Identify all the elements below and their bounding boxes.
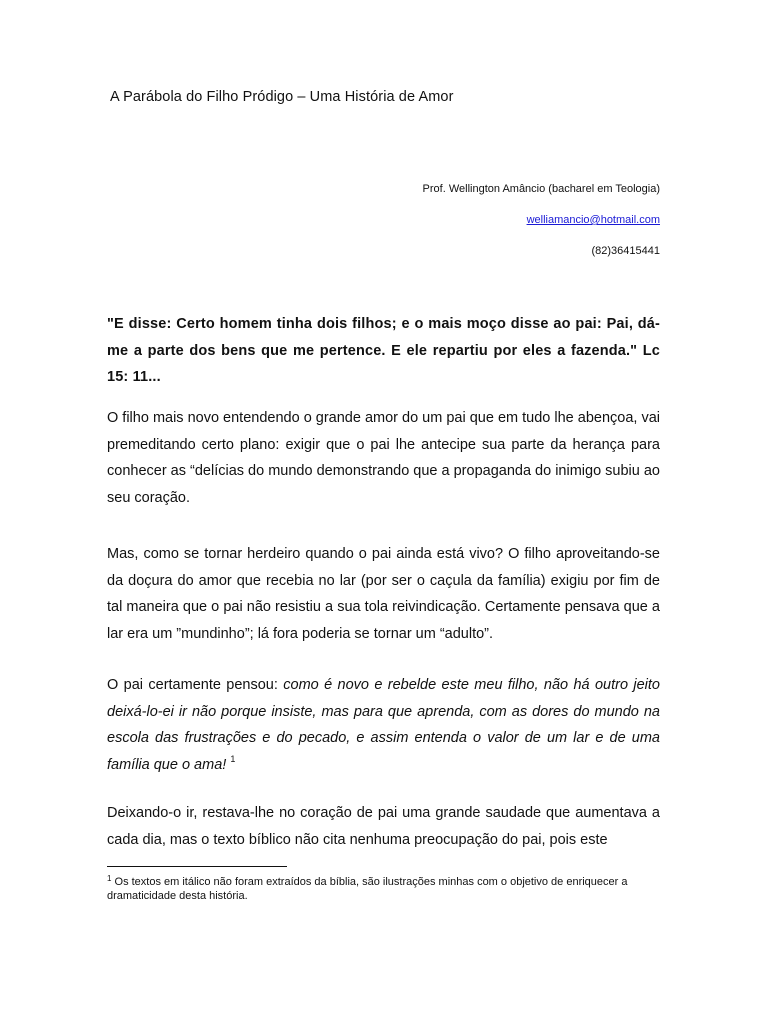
bible-quote: "E disse: Certo homem tinha dois filhos; e o mais moço disse ao pai: Pai, dá-me a parte dos bens que me pertence. E ele repartiu por eles a fazenda." Lc 15: 11...: [107, 316, 660, 386]
footnote-number: 1: [107, 874, 112, 883]
paragraph-4: Deixando-o ir, restava-lhe no coração de pai uma grande saudade que aumentava a cada dia, mas o texto bíblico não cita nenhuma preocupação do pai, pois este: [107, 805, 660, 848]
author-email-link[interactable]: welliamancio@hotmail.com: [526, 214, 660, 226]
paragraph-3: [107, 672, 660, 778]
footnote: [107, 875, 660, 903]
paragraph-1: O filho mais novo entendendo o grande amor do um pai que em tudo lhe abençoa, vai premeditando certo plano: exigir que o pai lhe antecipe sua parte da herança para conhecer as “delícias do mundo demonstrando que a propaganda do inimigo subiu ao seu coração.: [107, 410, 660, 506]
author-phone: (82)36415441: [591, 245, 660, 257]
author-name: Prof. Wellington Amâncio (bacharel em Teologia): [422, 183, 660, 195]
author-block: [423, 182, 660, 275]
author-email-line: [423, 213, 660, 244]
paragraph-2: Mas, como se tornar herdeiro quando o pai ainda está vivo? O filho aproveitando-se da doçura do amor que recebia no lar (por ser o caçula da família) exigiu por fim de tal maneira que o pai não resistiu a sua tola reivindicação. Certamente pensava que a lar era um ”mundinho”; lá fora poderia se tornar um “adulto”.: [107, 546, 660, 642]
paragraph-3-lead: O pai certamente pensou:: [107, 677, 284, 693]
paragraph-3-italic: como é novo e rebelde este meu filho, não há outro jeito deixá-lo-ei ir não porque insiste, mas para que aprenda, com as dores do mundo na escola das frustrações e do pecado, e assim entenda o valor de um lar e de uma família que o ama!: [107, 677, 660, 773]
footnote-text: Os textos em itálico não foram extraídos da bíblia, são ilustrações minhas com o objetivo de enriquecer a dramaticidade desta história.: [107, 876, 628, 902]
footnote-reference[interactable]: 1: [230, 753, 236, 764]
footnote-divider: [107, 866, 287, 867]
document-title: A Parábola do Filho Pródigo – Uma História de Amor: [110, 89, 454, 105]
